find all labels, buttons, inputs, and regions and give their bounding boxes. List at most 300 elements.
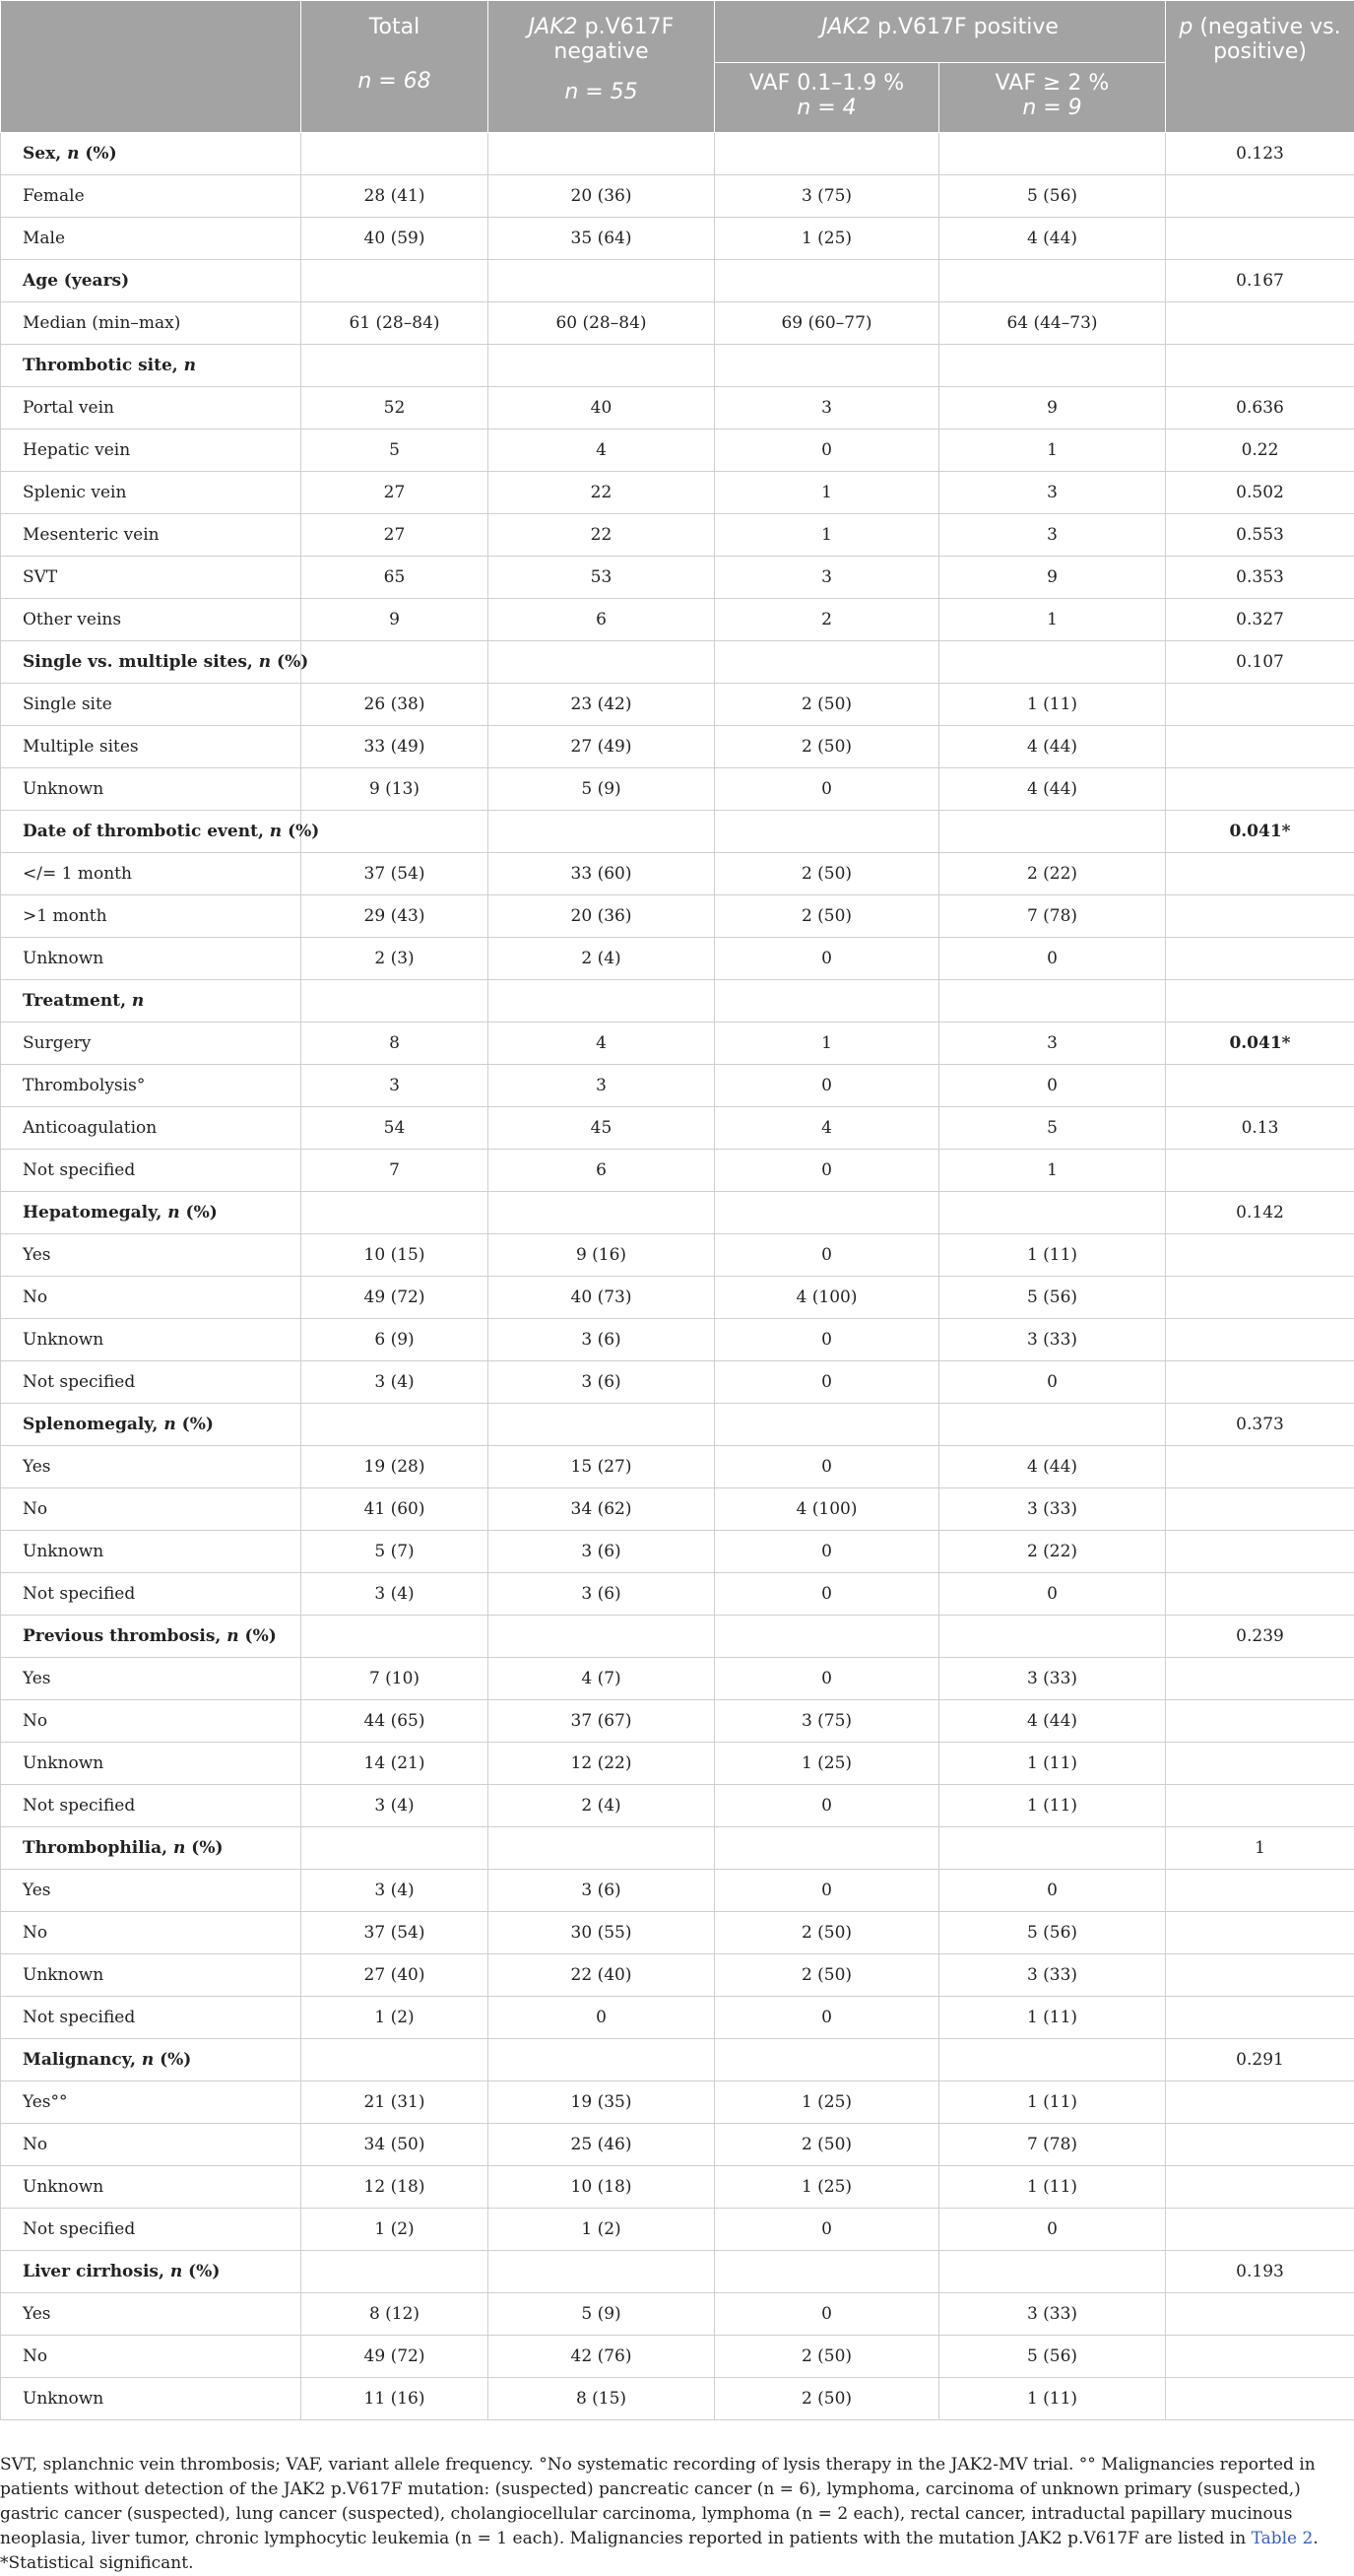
value-cell [488,133,715,175]
p-value-cell [1166,1912,1354,1954]
value-cell: 1 (25) [715,1743,939,1785]
row-label: Unknown [1,2166,301,2209]
section-row [1,1616,1354,1658]
row-label: Portal vein [1,387,301,429]
value-cell: 2 (50) [715,684,939,726]
value-cell: 8 (12) [301,2293,488,2336]
p-value-cell: 0.142 [1166,1192,1354,1234]
value-cell [715,641,939,684]
header-positive-gene: JAK2 [821,15,870,39]
header-p-value [1166,1,1354,133]
p-value-cell: 0.041* [1166,811,1354,853]
value-cell: 0 [715,2293,939,2336]
value-cell: 3 (75) [715,1700,939,1743]
p-value-cell [1166,1488,1354,1531]
value-cell: 0 [715,1658,939,1700]
value-cell: 60 (28–84) [488,302,715,345]
value-cell: 2 (50) [715,1912,939,1954]
table-row [1,1785,1354,1827]
value-cell: 3 (75) [715,175,939,218]
value-cell: 22 [488,514,715,557]
p-value-cell [1166,1700,1354,1743]
section-row [1,345,1354,387]
value-cell: 0 [939,1573,1166,1616]
value-cell: 7 (10) [301,1658,488,1700]
value-cell [301,641,488,684]
section-unit-n: n [259,652,271,672]
p-value-cell: 0.502 [1166,472,1354,514]
value-cell [715,1827,939,1870]
value-cell [301,2039,488,2081]
section-label [1,811,301,853]
row-label: Splenic vein [1,472,301,514]
value-cell: 2 [715,599,939,641]
value-cell: 5 (9) [488,2293,715,2336]
p-value-cell: 0.107 [1166,641,1354,684]
value-cell: 11 (16) [301,2378,488,2420]
p-value-cell: 0.353 [1166,557,1354,599]
table-row [1,1446,1354,1488]
row-label: Unknown [1,938,301,980]
value-cell: 3 (6) [488,1870,715,1912]
p-value-cell: 0.22 [1166,429,1354,472]
value-cell: 3 [488,1065,715,1107]
value-cell: 0 [715,1531,939,1573]
p-value-cell [1166,1743,1354,1785]
row-label: Unknown [1,1531,301,1573]
p-value-cell [1166,980,1354,1023]
value-cell: 3 (6) [488,1531,715,1573]
value-cell: 4 (44) [939,726,1166,768]
value-cell: 3 (4) [301,1573,488,1616]
table-row [1,218,1354,260]
section-label [1,260,301,302]
value-cell: 1 [715,514,939,557]
value-cell [715,2251,939,2293]
p-value-cell [1166,1997,1354,2039]
table-row [1,1150,1354,1192]
value-cell: 4 (44) [939,768,1166,811]
table-row [1,2124,1354,2166]
section-unit-rest: (%) [79,144,116,164]
value-cell: 4 (7) [488,1658,715,1700]
section-row [1,2251,1354,2293]
row-label: Hepatic vein [1,429,301,472]
value-cell: 3 (6) [488,1361,715,1404]
row-label: No [1,1700,301,1743]
value-cell: 3 [939,472,1166,514]
value-cell: 2 (4) [488,938,715,980]
value-cell: 7 (78) [939,895,1166,938]
row-label: Unknown [1,1319,301,1361]
section-unit-n: n [163,1415,175,1434]
table-row [1,684,1354,726]
section-row [1,1192,1354,1234]
row-label: Single site [1,684,301,726]
table-row [1,1319,1354,1361]
value-cell: 19 (28) [301,1446,488,1488]
header-negative-n: n = 55 [494,80,708,104]
value-cell [939,641,1166,684]
value-cell [301,260,488,302]
value-cell: 0 [715,1361,939,1404]
value-cell: 53 [488,557,715,599]
p-value-cell [1166,768,1354,811]
row-label: Not specified [1,1150,301,1192]
value-cell: 2 (3) [301,938,488,980]
value-cell [939,1616,1166,1658]
value-cell: 22 (40) [488,1954,715,1997]
table-row [1,1023,1354,1065]
value-cell: 0 [715,1870,939,1912]
value-cell: 2 (22) [939,853,1166,895]
value-cell: 1 (2) [488,2209,715,2251]
value-cell: 1 (2) [301,1997,488,2039]
section-label [1,1616,301,1658]
table-row [1,2166,1354,2209]
value-cell [488,260,715,302]
value-cell: 0 [939,1870,1166,1912]
value-cell: 3 [939,1023,1166,1065]
value-cell: 33 (49) [301,726,488,768]
table-row [1,557,1354,599]
p-value-cell: 0.123 [1166,133,1354,175]
value-cell [715,345,939,387]
row-label: No [1,2124,301,2166]
value-cell: 0 [715,1234,939,1277]
value-cell: 3 (4) [301,1870,488,1912]
row-label: Other veins [1,599,301,641]
row-label: Yes [1,1658,301,1700]
p-value-cell: 0.327 [1166,599,1354,641]
p-value-cell [1166,2081,1354,2124]
value-cell [488,641,715,684]
table-row [1,302,1354,345]
value-cell [715,811,939,853]
value-cell [715,1616,939,1658]
table-row [1,1954,1354,1997]
section-row [1,2039,1354,2081]
table-row [1,1997,1354,2039]
section-unit-rest: (%) [182,2262,220,2281]
section-unit-rest: (%) [271,652,308,672]
value-cell: 5 (7) [301,1531,488,1573]
value-cell [715,1192,939,1234]
row-label: Not specified [1,1997,301,2039]
value-cell: 7 [301,1150,488,1192]
table-row [1,429,1354,472]
value-cell: 40 (59) [301,218,488,260]
value-cell: 21 (31) [301,2081,488,2124]
section-row [1,133,1354,175]
row-label: Not specified [1,1573,301,1616]
section-row [1,1827,1354,1870]
p-value-cell [1166,345,1354,387]
p-value-cell: 0.373 [1166,1404,1354,1446]
value-cell: 4 [715,1107,939,1150]
section-unit-n: n [270,822,282,841]
table-row [1,514,1354,557]
table-row [1,1107,1354,1150]
footnote-table-link[interactable]: Table 2 [1252,2529,1314,2548]
value-cell: 1 (25) [715,2166,939,2209]
table-body [1,133,1354,2420]
value-cell: 2 (50) [715,853,939,895]
header-vaf-high [939,63,1166,133]
row-label: Multiple sites [1,726,301,768]
value-cell: 0 [715,1997,939,2039]
value-cell [301,2251,488,2293]
value-cell [301,811,488,853]
value-cell [488,1404,715,1446]
p-value-cell [1166,1446,1354,1488]
row-label: Thrombolysis° [1,1065,301,1107]
value-cell [715,260,939,302]
table-row [1,895,1354,938]
value-cell [715,980,939,1023]
value-cell: 1 (11) [939,1234,1166,1277]
value-cell: 2 (50) [715,2124,939,2166]
p-value-cell [1166,1319,1354,1361]
value-cell: 6 [488,1150,715,1192]
value-cell: 42 (76) [488,2336,715,2378]
header-total-n: n = 68 [307,69,482,94]
value-cell: 25 (46) [488,2124,715,2166]
section-row [1,260,1354,302]
table-row [1,2378,1354,2420]
section-label [1,2251,301,2293]
value-cell: 2 (50) [715,726,939,768]
section-label-text: Splenomegaly, [23,1415,163,1434]
header-vaf-low-n: n = 4 [797,96,856,120]
value-cell [939,1404,1166,1446]
value-cell [301,1827,488,1870]
section-label-text: Liver cirrhosis, [23,2262,170,2281]
value-cell: 1 (25) [715,218,939,260]
value-cell [301,1404,488,1446]
section-unit-rest: (%) [282,822,319,841]
row-label: Not specified [1,1361,301,1404]
value-cell: 0 [939,1361,1166,1404]
p-value-cell: 0.239 [1166,1616,1354,1658]
value-cell: 10 (15) [301,1234,488,1277]
p-value-cell [1166,895,1354,938]
value-cell: 34 (50) [301,2124,488,2166]
value-cell: 3 (6) [488,1573,715,1616]
header-positive-label: p.V617F positive [870,15,1059,39]
value-cell [488,2039,715,2081]
value-cell: 5 [939,1107,1166,1150]
section-label-text: Age (years) [23,271,129,291]
value-cell: 3 [715,557,939,599]
value-cell: 27 (40) [301,1954,488,1997]
row-label: No [1,1488,301,1531]
value-cell: 49 (72) [301,2336,488,2378]
value-cell: 61 (28–84) [301,302,488,345]
value-cell: 22 [488,472,715,514]
section-row [1,1404,1354,1446]
p-value-cell: 0.167 [1166,260,1354,302]
value-cell [488,980,715,1023]
value-cell: 9 [939,557,1166,599]
table-footnote [0,2453,1354,2576]
header-total [301,1,488,133]
section-label [1,2039,301,2081]
value-cell [488,345,715,387]
row-label: Not specified [1,2209,301,2251]
value-cell: 23 (42) [488,684,715,726]
footnote-text: SVT, splanchnic vein thrombosis; VAF, variant allele frequency. °No systematic recording of lysis therapy in the JAK2-MV trial. °° Malignancies reported in patients without detection of the JAK2 p.V617F mutation: (suspected) pancreatic cancer (n = 6), lymphoma, carcinoma of unknown primary (suspected,) gastric cancer (suspected), lung cancer (suspected), cholangiocellular carcinoma, lymphoma (n = 2 each), rectal cancer, intraductal papillary mucinous neoplasia, liver tumor, chronic lymphocytic leukemia (n = 1 each). Malignancies reported in patients with the mutation JAK2 p.V617F are listed in [0,2455,1316,2548]
value-cell: 37 (67) [488,1700,715,1743]
value-cell: 15 (27) [488,1446,715,1488]
value-cell: 1 (25) [715,2081,939,2124]
row-label: Surgery [1,1023,301,1065]
value-cell: 3 [301,1065,488,1107]
p-value-cell [1166,726,1354,768]
section-label [1,1404,301,1446]
table-row [1,1065,1354,1107]
value-cell [301,1616,488,1658]
section-label [1,133,301,175]
section-label-text: Single vs. multiple sites, [23,652,259,672]
value-cell: 64 (44–73) [939,302,1166,345]
value-cell: 35 (64) [488,218,715,260]
value-cell [301,345,488,387]
p-value-cell: 1 [1166,1827,1354,1870]
p-value-cell [1166,684,1354,726]
p-value-cell: 0.553 [1166,514,1354,557]
section-row [1,980,1354,1023]
p-value-cell [1166,2166,1354,2209]
table-row [1,472,1354,514]
section-unit-n: n [184,356,196,375]
value-cell: 1 (11) [939,1997,1166,2039]
value-cell: 20 (36) [488,895,715,938]
p-value-cell [1166,1150,1354,1192]
value-cell: 5 (56) [939,2336,1166,2378]
header-vaf-high-n: n = 9 [1022,96,1081,120]
value-cell [301,133,488,175]
value-cell: 5 [301,429,488,472]
row-label: No [1,2336,301,2378]
value-cell: 4 (44) [939,1700,1166,1743]
section-label [1,1192,301,1234]
value-cell: 3 (33) [939,1488,1166,1531]
value-cell [939,1192,1166,1234]
row-label: Yes [1,1234,301,1277]
value-cell: 0 [939,1065,1166,1107]
section-unit-n: n [226,1626,238,1646]
section-unit-rest: (%) [154,2050,191,2070]
value-cell: 20 (36) [488,175,715,218]
section-unit-n: n [170,2262,182,2281]
value-cell: 40 (73) [488,1277,715,1319]
p-value-cell [1166,175,1354,218]
value-cell: 37 (54) [301,853,488,895]
value-cell: 1 [939,599,1166,641]
row-label: No [1,1912,301,1954]
value-cell: 3 (4) [301,1361,488,1404]
table-row [1,1743,1354,1785]
value-cell: 28 (41) [301,175,488,218]
value-cell: 45 [488,1107,715,1150]
row-label: SVT [1,557,301,599]
value-cell: 1 (11) [939,2378,1166,2420]
value-cell: 27 [301,514,488,557]
table-row [1,599,1354,641]
value-cell: 34 (62) [488,1488,715,1531]
header-negative [488,1,715,133]
value-cell: 0 [939,2209,1166,2251]
row-label: Yes [1,1446,301,1488]
value-cell: 0 [715,1785,939,1827]
header-vaf-low [715,63,939,133]
value-cell: 4 [488,429,715,472]
section-label-text: Date of thrombotic event, [23,822,270,841]
section-unit-rest: (%) [180,1203,218,1222]
value-cell: 3 (33) [939,1954,1166,1997]
value-cell: 1 [715,1023,939,1065]
p-value-cell: 0.291 [1166,2039,1354,2081]
table-header [1,1,1354,133]
value-cell: 7 (78) [939,2124,1166,2166]
value-cell: 0 [715,768,939,811]
value-cell: 49 (72) [301,1277,488,1319]
section-unit-n: n [67,144,79,164]
p-value-cell: 0.636 [1166,387,1354,429]
row-label: Female [1,175,301,218]
row-label: Not specified [1,1785,301,1827]
table-row [1,2081,1354,2124]
table-row [1,2336,1354,2378]
header-total-label: Total [369,15,419,39]
value-cell [939,260,1166,302]
row-label: </= 1 month [1,853,301,895]
value-cell [939,980,1166,1023]
section-label-text: Thrombotic site, [23,356,184,375]
value-cell: 52 [301,387,488,429]
value-cell: 1 [939,1150,1166,1192]
value-cell: 1 (2) [301,2209,488,2251]
value-cell [488,811,715,853]
p-value-cell [1166,1658,1354,1700]
header-p-label: (negative vs. positive) [1193,15,1340,64]
table-row [1,1912,1354,1954]
row-label: Unknown [1,1743,301,1785]
table-row [1,1573,1354,1616]
value-cell: 2 (4) [488,1785,715,1827]
value-cell [488,2251,715,2293]
table-row [1,387,1354,429]
p-value-cell [1166,1954,1354,1997]
footnote-text-end: . *Statistical significant. [0,2529,1319,2573]
value-cell: 26 (38) [301,684,488,726]
row-label: Yes°° [1,2081,301,2124]
row-label: Yes [1,2293,301,2336]
value-cell: 1 (11) [939,1743,1166,1785]
section-label-text: Previous thrombosis, [23,1626,226,1646]
value-cell: 19 (35) [488,2081,715,2124]
p-value-cell [1166,2378,1354,2420]
value-cell: 44 (65) [301,1700,488,1743]
row-label: >1 month [1,895,301,938]
value-cell: 12 (18) [301,2166,488,2209]
header-p-symbol: p [1179,15,1193,39]
section-label-text: Sex, [23,144,67,164]
row-label: Anticoagulation [1,1107,301,1150]
table-row [1,1277,1354,1319]
value-cell: 69 (60–77) [715,302,939,345]
